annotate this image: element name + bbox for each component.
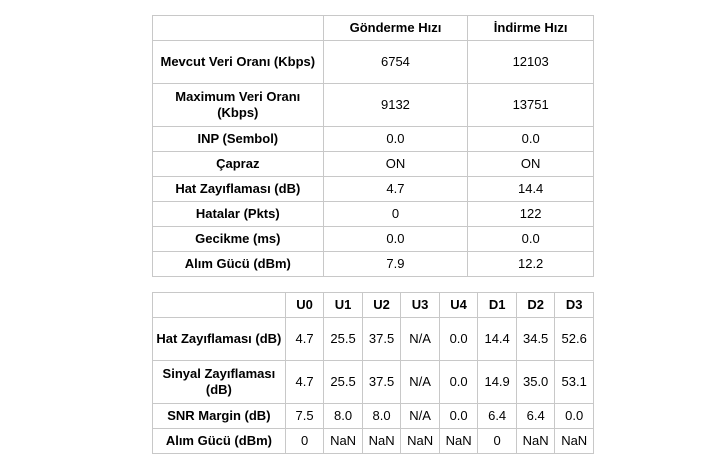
header-cell-d2: D2 [516,293,555,318]
table-cell: 0 [285,429,324,454]
table-row [153,202,594,227]
row-label: INP (Sembol) [153,127,324,152]
table-cell: 34.5 [516,318,555,361]
upload-value: 6754 [323,41,468,84]
download-value: ON [468,152,594,177]
upload-value: 0 [323,202,468,227]
table-cell: 4.7 [285,361,324,404]
table-cell: 25.5 [324,361,363,404]
table-cell: 25.5 [324,318,363,361]
upload-value: 0.0 [323,127,468,152]
table-cell: 0.0 [439,361,478,404]
row-label: Hatalar (Pkts) [153,202,324,227]
table-cell: NaN [555,429,594,454]
download-value: 122 [468,202,594,227]
download-value: 14.4 [468,177,594,202]
header-cell-upload: Gönderme Hızı [323,16,468,41]
header-cell-empty [153,293,286,318]
table-cell: NaN [439,429,478,454]
table-row [153,152,594,177]
upload-value: 9132 [323,84,468,127]
table-row [153,404,594,429]
row-label: Gecikme (ms) [153,227,324,252]
table-row [153,41,594,84]
header-cell-d3: D3 [555,293,594,318]
table-row [153,227,594,252]
row-label: Hat Zayıflaması (dB) [153,318,286,361]
table-cell: NaN [324,429,363,454]
upload-value: ON [323,152,468,177]
download-value: 0.0 [468,227,594,252]
table-cell: 6.4 [516,404,555,429]
table-cell: 14.9 [478,361,517,404]
table-cell: 6.4 [478,404,517,429]
header-cell-u0: U0 [285,293,324,318]
table-row [153,84,594,127]
table-cell: 8.0 [324,404,363,429]
table-row [153,429,594,454]
table-cell: NaN [401,429,440,454]
table-cell: 4.7 [285,318,324,361]
header-cell-d1: D1 [478,293,517,318]
table-cell: 8.0 [362,404,401,429]
table-row [153,361,594,404]
header-cell-download: İndirme Hızı [468,16,594,41]
line-stats-table [152,292,594,454]
download-value: 13751 [468,84,594,127]
table-cell: NaN [362,429,401,454]
row-label: Maximum Veri Oranı (Kbps) [153,84,324,127]
table-row [153,127,594,152]
header-cell-u4: U4 [439,293,478,318]
table-cell: N/A [401,361,440,404]
table-cell: 14.4 [478,318,517,361]
table-row [153,318,594,361]
download-value: 12103 [468,41,594,84]
table-cell: 37.5 [362,361,401,404]
table-cell: 52.6 [555,318,594,361]
header-cell-u3: U3 [401,293,440,318]
row-label: Sinyal Zayıflaması (dB) [153,361,286,404]
download-value: 0.0 [468,127,594,152]
table-cell: 53.1 [555,361,594,404]
table-cell: 37.5 [362,318,401,361]
upload-value: 7.9 [323,252,468,277]
row-label: Mevcut Veri Oranı (Kbps) [153,41,324,84]
table-cell: 0 [478,429,517,454]
header-cell-u2: U2 [362,293,401,318]
row-label: Alım Gücü (dBm) [153,429,286,454]
row-label: Hat Zayıflaması (dB) [153,177,324,202]
row-label: SNR Margin (dB) [153,404,286,429]
table-header-row [153,16,594,41]
upload-value: 0.0 [323,227,468,252]
table-cell: 35.0 [516,361,555,404]
rates-table [152,15,594,277]
table-row [153,252,594,277]
table-cell: NaN [516,429,555,454]
table-cell: 0.0 [439,404,478,429]
row-label: Alım Gücü (dBm) [153,252,324,277]
table-cell: 7.5 [285,404,324,429]
table-cell: 0.0 [439,318,478,361]
table-cell: N/A [401,404,440,429]
upload-value: 4.7 [323,177,468,202]
row-label: Çapraz [153,152,324,177]
table-row [153,177,594,202]
table-cell: 0.0 [555,404,594,429]
header-cell-u1: U1 [324,293,363,318]
table-header-row [153,293,594,318]
download-value: 12.2 [468,252,594,277]
header-cell-empty [153,16,324,41]
table-cell: N/A [401,318,440,361]
